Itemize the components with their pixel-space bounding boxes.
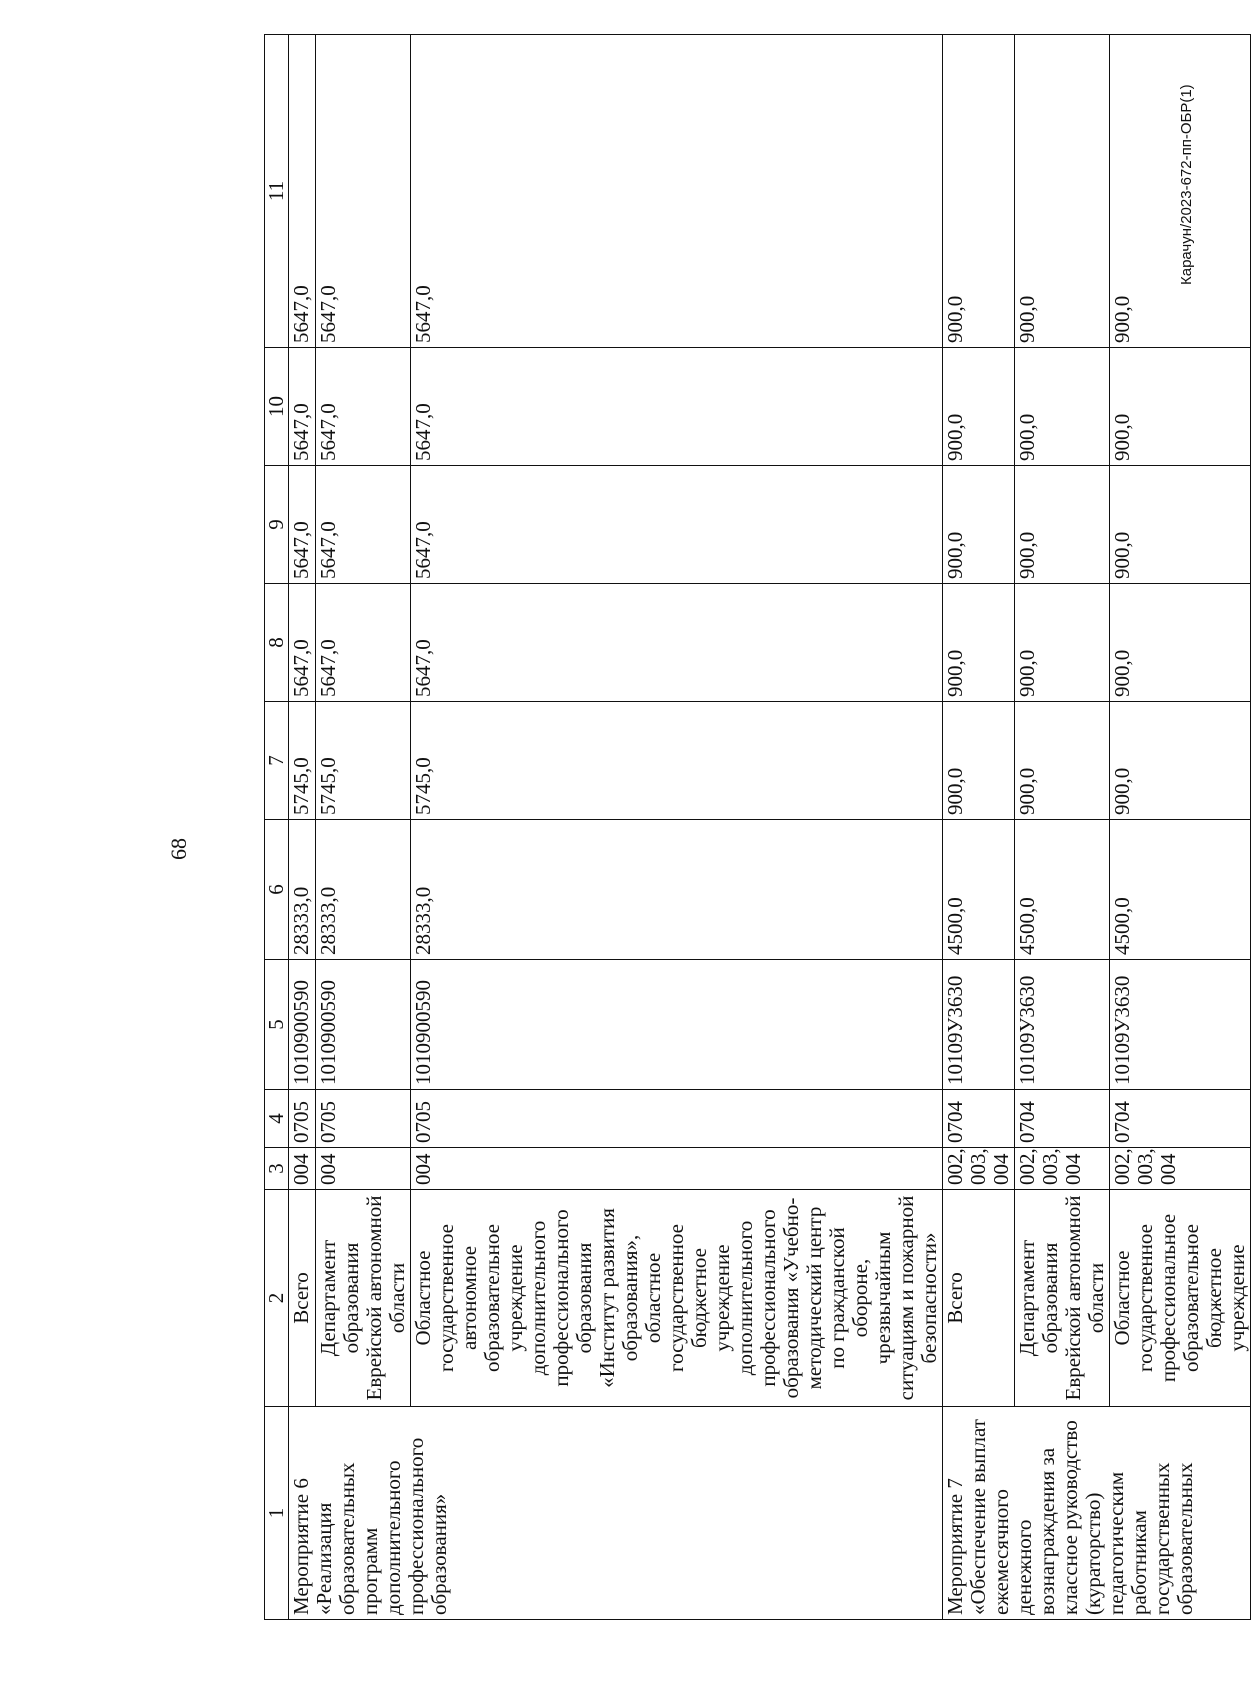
value-cell: 900,0 [943,35,1015,348]
code-cell: 0704 [1015,1090,1110,1148]
page-number: 68 [166,838,191,860]
measure-title: Мероприятие 7 «Обеспечение выплат ежемесячного денежного вознаграждения за классное руководство (кураторство) педагогическим работникам государственных образовательных [943,1407,1251,1620]
code-cell: 1010900590 [316,960,411,1090]
table-row [316,35,411,1620]
column-header: 8 [265,584,289,702]
code-cell: 10109У3630 [943,960,1015,1090]
column-number-row [265,35,289,1620]
code-cell: 002, 003, 004 [1110,1148,1251,1190]
value-cell: 5647,0 [411,348,943,466]
code-cell: 002, 003, 004 [1015,1148,1110,1190]
code-cell: 0705 [289,1090,316,1148]
executor-cell: Областное государственное профессиональное образовательное бюджетное учреждение [1110,1190,1251,1407]
value-cell: 900,0 [1015,584,1110,702]
column-header: 2 [265,1190,289,1407]
executor-cell: Всего [289,1190,316,1407]
value-cell: 900,0 [1015,35,1110,348]
column-header: 10 [265,348,289,466]
value-cell: 900,0 [1110,466,1251,584]
value-cell: 5647,0 [411,466,943,584]
code-cell: 10109У3630 [1015,960,1110,1090]
value-cell: 28333,0 [289,820,316,960]
column-header: 6 [265,820,289,960]
column-header: 4 [265,1090,289,1148]
value-cell: 5647,0 [316,466,411,584]
value-cell: 5647,0 [289,584,316,702]
value-cell: 5745,0 [411,702,943,820]
value-cell: 900,0 [943,348,1015,466]
code-cell: 004 [289,1148,316,1190]
value-cell: 28333,0 [411,820,943,960]
code-cell: 0704 [1110,1090,1251,1148]
value-cell: 900,0 [1015,466,1110,584]
value-cell: 5647,0 [289,466,316,584]
code-cell: 004 [411,1148,943,1190]
code-cell: 1010900590 [289,960,316,1090]
column-header: 11 [265,35,289,348]
value-cell: 5745,0 [316,702,411,820]
value-cell: 28333,0 [316,820,411,960]
code-cell: 0705 [316,1090,411,1148]
table-row [289,35,316,1620]
code-cell: 004 [316,1148,411,1190]
column-header: 5 [265,960,289,1090]
value-cell: 4500,0 [943,820,1015,960]
table-row [1015,35,1110,1620]
value-cell: 4500,0 [1015,820,1110,960]
budget-table [264,34,1251,1620]
value-cell: 900,0 [943,584,1015,702]
executor-cell: Всего [943,1190,1015,1407]
value-cell: 5647,0 [411,35,943,348]
column-header: 1 [265,1407,289,1620]
code-cell: 002, 003, 004 [943,1148,1015,1190]
value-cell: 900,0 [1110,35,1251,348]
value-cell: 5647,0 [316,35,411,348]
executor-cell: Областное государственное автономное образовательное учреждение дополнительного профессионального образования «Институт развития образования», областное государственное бюджетное учреждение дополнительного профессионального образования «Учебно-методический центр по гражданской обороне, чрезвычайным ситуациям и пожарной безопасности» [411,1190,943,1407]
executor-cell: Департамент образования Еврейской автономной области [1015,1190,1110,1407]
table-row [411,35,943,1620]
code-cell: 10109У3630 [1110,960,1251,1090]
code-cell: 0705 [411,1090,943,1148]
value-cell: 900,0 [1110,584,1251,702]
table-row [943,35,1015,1620]
code-cell: 0704 [943,1090,1015,1148]
value-cell: 5647,0 [316,584,411,702]
measure-title: Мероприятие 6 «Реализация образовательных программ дополнительного профессионального образования» [289,1407,943,1620]
value-cell: 4500,0 [1110,820,1251,960]
value-cell: 5647,0 [411,584,943,702]
value-cell: 5647,0 [316,348,411,466]
value-cell: 900,0 [1015,702,1110,820]
value-cell: 900,0 [1015,348,1110,466]
value-cell: 5647,0 [289,348,316,466]
column-header: 9 [265,466,289,584]
code-cell: 1010900590 [411,960,943,1090]
footer-code: Карачун/2023-672-пп-ОБР(1) [1178,84,1195,285]
value-cell: 900,0 [943,702,1015,820]
column-header: 7 [265,702,289,820]
value-cell: 900,0 [1110,702,1251,820]
value-cell: 5745,0 [289,702,316,820]
column-header: 3 [265,1148,289,1190]
value-cell: 900,0 [1110,348,1251,466]
executor-cell: Департамент образования Еврейской автономной области [316,1190,411,1407]
document-page [166,35,1249,1620]
value-cell: 900,0 [943,466,1015,584]
value-cell: 5647,0 [289,35,316,348]
